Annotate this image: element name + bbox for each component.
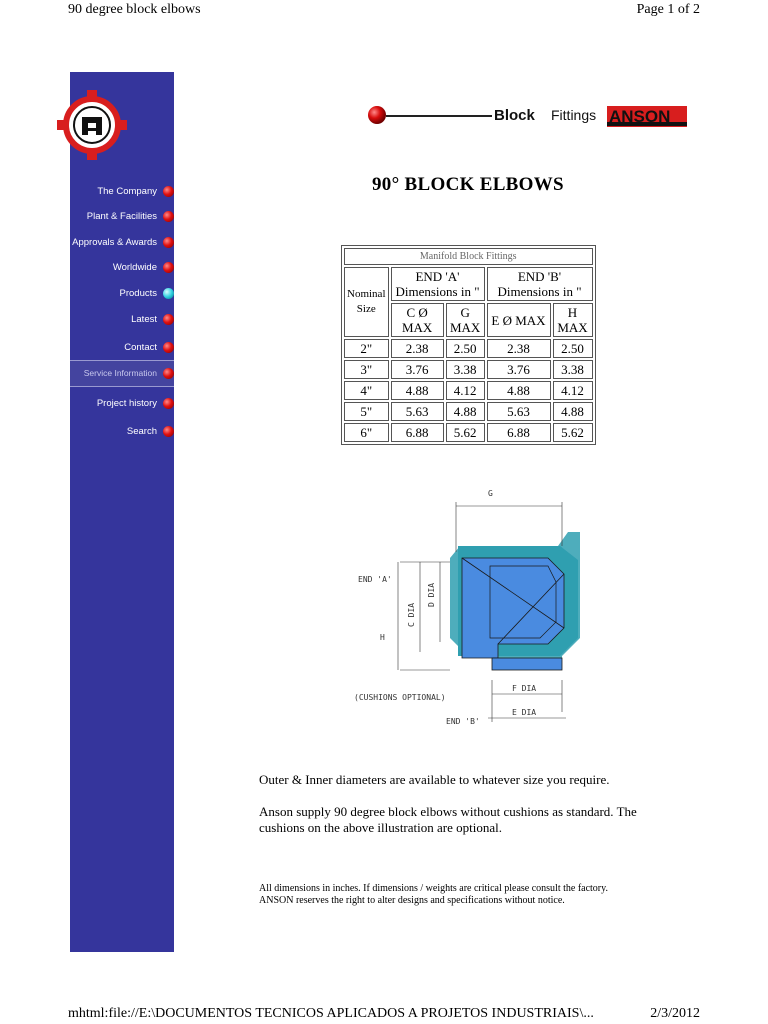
- nominal-size-header: Nominal Size: [344, 267, 389, 337]
- col-c-max: C Ø MAX: [391, 303, 444, 337]
- page-number: Page 1 of 2: [636, 2, 700, 17]
- label-end-a: END 'A': [358, 575, 392, 584]
- value-cell: 4.12: [446, 381, 485, 400]
- nav-products[interactable]: Products: [120, 283, 175, 303]
- page-title: 90° BLOCK ELBOWS: [372, 174, 564, 195]
- note-dimensions: All dimensions in inches. If dimensions / weights are critical please consult the factory.: [259, 883, 608, 894]
- value-cell: 4.88: [391, 381, 444, 400]
- size-cell: 6": [344, 423, 389, 442]
- nav-service-information[interactable]: Service Information: [84, 363, 174, 383]
- value-cell: 5.62: [553, 423, 593, 442]
- sidebar: [70, 72, 174, 952]
- table-row: [344, 381, 593, 400]
- paragraph-sizes: Outer & Inner diameters are available to whatever size you require.: [259, 772, 610, 787]
- label-e-dia: E DIA: [512, 708, 537, 717]
- col-h-max: H MAX: [553, 303, 593, 337]
- value-cell: 5.63: [391, 402, 444, 421]
- nav-divider: [70, 360, 174, 361]
- label-d-dia: D DIA: [427, 582, 436, 607]
- value-cell: 4.88: [487, 381, 551, 400]
- value-cell: 6.88: [391, 423, 444, 442]
- nav-contact[interactable]: Contact: [124, 337, 174, 357]
- value-cell: 3.38: [553, 360, 593, 379]
- table-row: [344, 339, 593, 358]
- red-bullet-icon: [163, 262, 174, 273]
- nav-worldwide[interactable]: Worldwide: [113, 257, 174, 277]
- nav-latest[interactable]: Latest: [131, 309, 174, 329]
- size-cell: 4": [344, 381, 389, 400]
- red-bullet-icon: [163, 186, 174, 197]
- red-ball-icon: [368, 106, 386, 124]
- end-a-header: END 'A' Dimensions in ": [391, 267, 485, 301]
- anson-logo-icon[interactable]: [57, 90, 127, 160]
- size-cell: 5": [344, 402, 389, 421]
- red-bullet-icon: [163, 368, 174, 379]
- svg-text:Block: Block: [494, 107, 535, 124]
- page-header-title: 90 degree block elbows: [68, 2, 201, 17]
- value-cell: 4.88: [553, 402, 593, 421]
- red-bullet-icon: [163, 342, 174, 353]
- value-cell: 2.50: [553, 339, 593, 358]
- footer-path: mhtml:file://E:\DOCUMENTOS TECNICOS APLICADOS A PROJETOS INDUSTRIAIS\...: [68, 1006, 594, 1021]
- label-g: G: [488, 489, 493, 498]
- label-end-b: END 'B': [446, 717, 480, 726]
- nav-search[interactable]: Search: [127, 421, 174, 441]
- red-bullet-icon: [163, 314, 174, 325]
- value-cell: 6.88: [487, 423, 551, 442]
- red-bullet-icon: [163, 211, 174, 222]
- table-row: [344, 423, 593, 442]
- col-e-max: E Ø MAX: [487, 303, 551, 337]
- svg-text:ANSON: ANSON: [609, 107, 671, 126]
- col-g-max: G MAX: [446, 303, 485, 337]
- svg-text:Fittings: Fittings: [551, 107, 597, 123]
- size-cell: 3": [344, 360, 389, 379]
- label-h: H: [380, 633, 385, 642]
- value-cell: 2.50: [446, 339, 485, 358]
- cyan-bullet-icon: [163, 288, 174, 299]
- footer-date: 2/3/2012: [650, 1006, 700, 1021]
- red-bullet-icon: [163, 237, 174, 248]
- value-cell: 5.63: [487, 402, 551, 421]
- value-cell: 3.76: [391, 360, 444, 379]
- red-bullet-icon: [163, 426, 174, 437]
- table-row: [344, 360, 593, 379]
- value-cell: 2.38: [391, 339, 444, 358]
- value-cell: 4.88: [446, 402, 485, 421]
- label-cushions: (CUSHIONS OPTIONAL): [354, 693, 446, 702]
- value-cell: 2.38: [487, 339, 551, 358]
- size-cell: 2": [344, 339, 389, 358]
- paragraph-cushions: Anson supply 90 degree block elbows without cushions as standard. The cushions on the above illustration are optional.: [259, 804, 637, 835]
- nav-plant-facilities[interactable]: Plant & Facilities: [87, 206, 174, 226]
- nav-the-company[interactable]: The Company: [97, 181, 174, 201]
- nav-project-history[interactable]: Project history: [97, 393, 174, 413]
- dimensions-table: [341, 245, 596, 445]
- elbow-diagram: [350, 462, 580, 734]
- block-fittings-banner: [366, 100, 696, 130]
- value-cell: 3.76: [487, 360, 551, 379]
- table-row: [344, 402, 593, 421]
- label-f-dia: F DIA: [512, 684, 537, 693]
- value-cell: 5.62: [446, 423, 485, 442]
- table-caption: Manifold Block Fittings: [344, 248, 593, 265]
- nav-divider: [70, 386, 174, 387]
- end-b-header: END 'B' Dimensions in ": [487, 267, 593, 301]
- note-rights: ANSON reserves the right to alter designs and specifications without notice.: [259, 895, 565, 906]
- value-cell: 3.38: [446, 360, 485, 379]
- value-cell: 4.12: [553, 381, 593, 400]
- label-c-dia: C DIA: [407, 602, 416, 627]
- red-bullet-icon: [163, 398, 174, 409]
- nav-approvals-awards[interactable]: Approvals & Awards: [72, 232, 174, 252]
